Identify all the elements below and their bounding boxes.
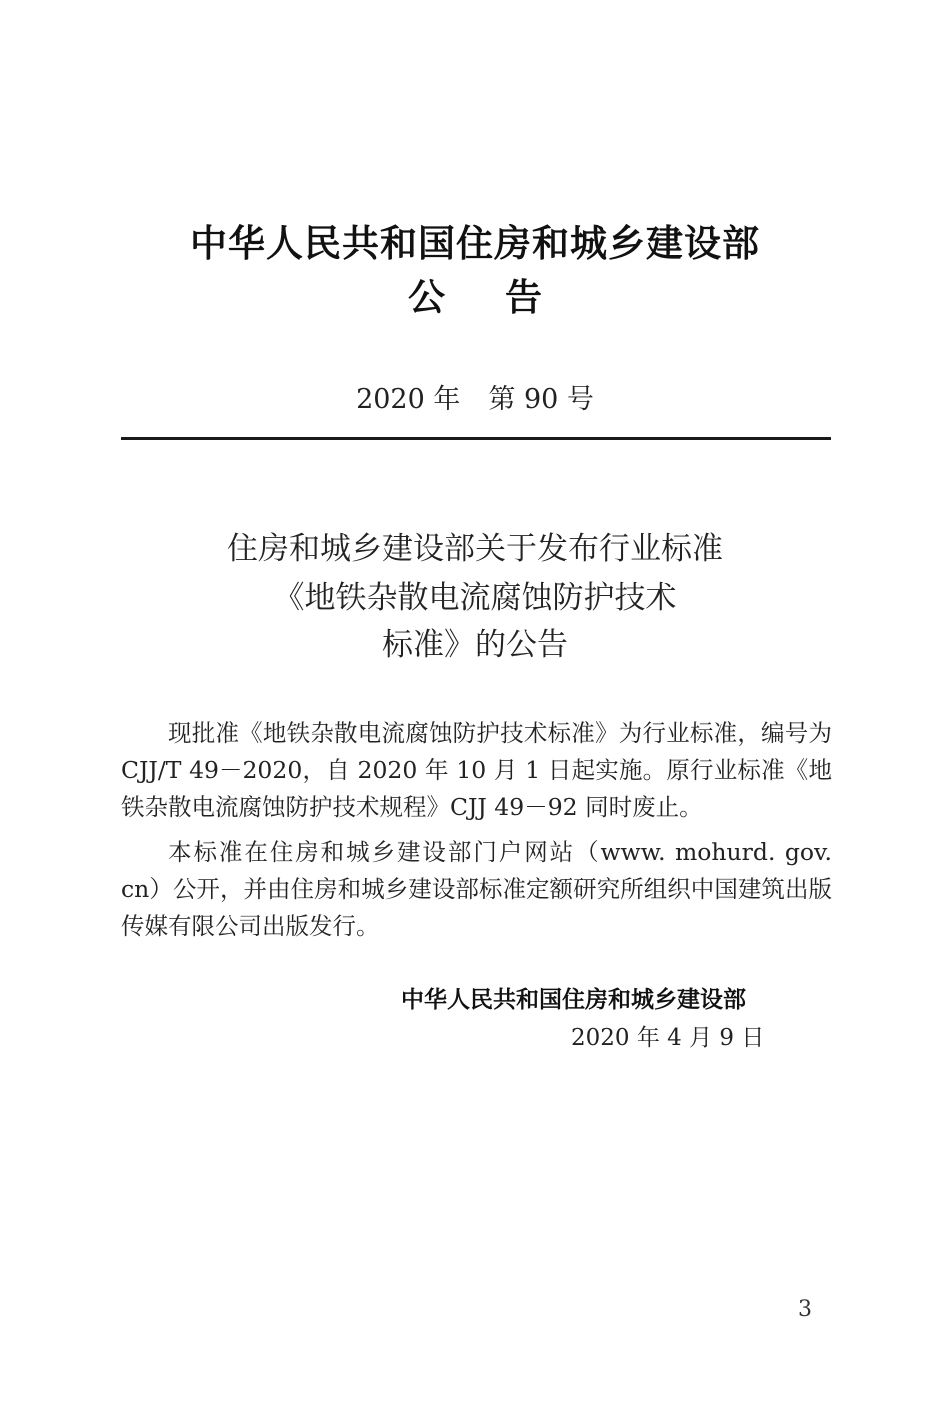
page-number: 3 <box>798 1297 812 1322</box>
subject-line-2: 《地铁杂散电流腐蚀防护技术 <box>273 580 677 616</box>
issue-year: 2020 年 <box>356 384 461 415</box>
ministry-title: 中华人民共和国住房和城乡建设部 <box>190 222 760 265</box>
issue-number <box>0 383 950 417</box>
header-divider <box>121 437 831 440</box>
subject-line-1: 住房和城乡建设部关于发布行业标准 <box>227 531 723 567</box>
signature-organization: 中华人民共和国住房和城乡建设部 <box>401 987 746 1013</box>
notice-title-char-1: 公 <box>408 276 445 319</box>
body-paragraph-1: 现批准《地铁杂散电流腐蚀防护技术标准》为行业标准，编号为 CJJ/T 49－2020，自 2020 年 10 月 1 日起实施。原行业标准《地铁杂散电流腐蚀防护技术规程》CJJ 49－92 同时废止。 <box>121 719 832 821</box>
notice-title <box>0 276 950 320</box>
body-paragraph-2: 本标准在住房和城乡建设部门户网站（www. mohurd. gov. cn）公开，并由住房和城乡建设部标准定额研究所组织中国建筑出版传媒有限公司出版发行。 <box>121 838 832 940</box>
notice-title-char-2: 告 <box>505 276 542 319</box>
issue-serial: 第 90 号 <box>488 384 594 415</box>
signature-date: 2020 年 4 月 9 日 <box>571 1025 765 1051</box>
subject-line-3: 标准》的公告 <box>382 627 568 663</box>
